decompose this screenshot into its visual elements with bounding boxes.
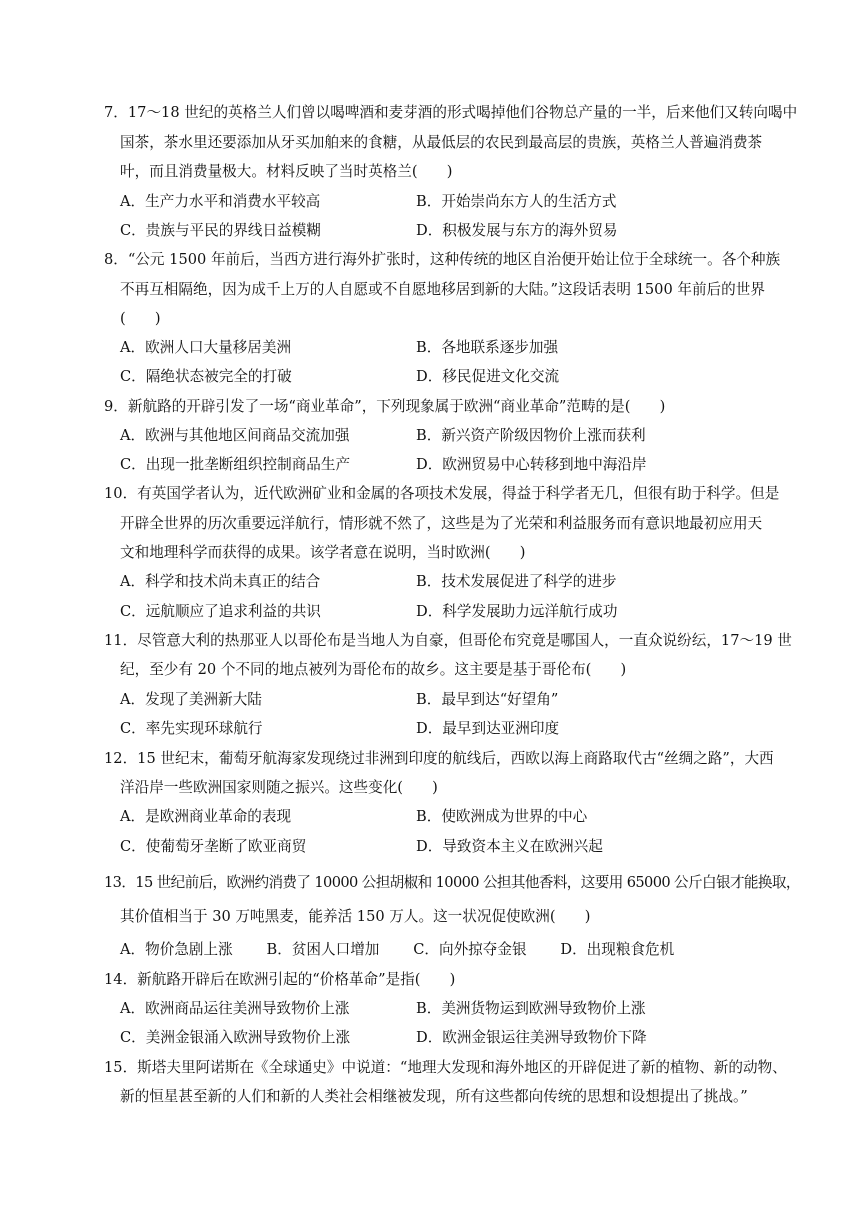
option-d: D．欧洲贸易中心转移到地中海沿岸	[416, 456, 647, 473]
question-stem-line: 新的恒星甚至新的人们和新的人类社会相继被发现，所有这些都向传统的思想和设想提出了挑战。”	[120, 1088, 748, 1105]
question-stem-line: 叶，而且消费量极大。材料反映了当时英格兰( )	[120, 163, 453, 180]
option-b: B．使欧洲成为世界的中心	[416, 808, 588, 825]
question-stem-line: 9．新航路的开辟引发了一场“商业革命”，下列现象属于欧洲“商业革命”范畴的是( )	[104, 398, 666, 415]
option-c: C．贵族与平民的界线日益模糊	[120, 222, 321, 239]
option-d: D．最早到达亚洲印度	[416, 720, 560, 737]
question-stem-line: 14．新航路开辟后在欧洲引起的“价格革命”是指( )	[104, 971, 456, 988]
option-b: B．新兴资产阶级因物价上涨而获利	[416, 427, 646, 444]
question-stem-line: 国茶，茶水里还要添加从牙买加舶来的食糖，从最低层的农民到最高层的贵族，英格兰人普遍消费茶	[120, 134, 763, 151]
option-b: B．美洲货物运到欧洲导致物价上涨	[416, 1000, 646, 1017]
question-stem-line: ( )	[120, 310, 161, 327]
option-a: A．是欧洲商业革命的表现	[120, 808, 292, 825]
option-d: D．欧洲金银运往美洲导致物价下降	[416, 1029, 647, 1046]
option-c: C．隔绝状态被完全的打破	[120, 368, 292, 385]
question-stem-line: 不再互相隔绝，因为成千上万的人自愿或不自愿地移居到新的大陆。”这段话表明 1500 年前后的世界	[120, 281, 765, 298]
option-d: D．积极发展与东方的海外贸易	[416, 222, 618, 239]
question-stem-line: 12．15 世纪末，葡萄牙航海家发现绕过非洲到印度的航线后，西欧以海上商路取代古“丝绸之路”，大西	[104, 750, 774, 767]
question-stem-line: 15．斯塔夫里阿诺斯在《全球通史》中说道：“地理大发现和海外地区的开辟促进了新的植物、新的动物、	[104, 1059, 787, 1076]
option-c: C．美洲金银涌入欧洲导致物价上涨	[120, 1029, 351, 1046]
options-inline: A．物价急剧上涨 B．贫困人口增加 C．向外掠夺金银 D．出现粮食危机	[120, 941, 675, 958]
option-c: C．出现一批垄断组织控制商品生产	[120, 456, 351, 473]
question-stem-line: 10．有英国学者认为，近代欧洲矿业和金属的各项技术发展，得益于科学者无几，但很有助于科学。但是	[104, 485, 780, 502]
option-a: A．发现了美洲新大陆	[120, 691, 262, 708]
option-b: B．各地联系逐步加强	[416, 339, 559, 356]
option-d: D．导致资本主义在欧洲兴起	[416, 838, 603, 855]
question-stem-line: 洋沿岸一些欧洲国家则随之振兴。这些变化( )	[120, 779, 438, 796]
question-stem-line: 13．15 世纪前后，欧洲约消费了 10000 公担胡椒和 10000 公担其他香料，这要用 65000 公斤白银才能换取，	[104, 874, 800, 891]
question-stem-line: 11．尽管意大利的热那亚人以哥伦布是当地人为自豪，但哥伦布究竟是哪国人，一直众说纷纭，17～19 世	[104, 632, 792, 649]
option-a: A．生产力水平和消费水平较高	[120, 193, 321, 210]
option-a: A．科学和技术尚未真正的结合	[120, 573, 321, 590]
question-stem-line: 7．17～18 世纪的英格兰人们曾以喝啤酒和麦芽酒的形式喝掉他们谷物总产量的一半，后来他们又转向喝中	[104, 104, 798, 121]
option-d: D．科学发展助力远洋航行成功	[416, 603, 618, 620]
question-stem-line: 其价值相当于 30 万吨黑麦，能养活 150 万人。这一状况促使欧洲( )	[120, 908, 591, 925]
option-a: A．欧洲人口大量移居美洲	[120, 339, 292, 356]
option-c: C．使葡萄牙垄断了欧亚商贸	[120, 838, 307, 855]
question-stem-line: 8．“公元 1500 年前后，当西方进行海外扩张时，这种传统的地区自治便开始让位于全球统一。各个种族	[104, 251, 781, 268]
question-stem-line: 纪，至少有 20 个不同的地点被列为哥伦布的故乡。这主要是基于哥伦布( )	[120, 661, 627, 678]
option-c: C．率先实现环球航行	[120, 720, 263, 737]
option-b: B．最早到达“好望角”	[416, 691, 559, 708]
option-b: B．技术发展促进了科学的进步	[416, 573, 617, 590]
option-d: D．移民促进文化交流	[416, 368, 560, 385]
question-stem-line: 文和地理科学而获得的成果。该学者意在说明，当时欧洲( )	[120, 544, 526, 561]
option-c: C．远航顺应了追求利益的共识	[120, 603, 321, 620]
option-a: A．欧洲与其他地区间商品交流加强	[120, 427, 350, 444]
option-a: A．欧洲商品运往美洲导致物价上涨	[120, 1000, 350, 1017]
option-b: B．开始崇尚东方人的生活方式	[416, 193, 617, 210]
question-stem-line: 开辟全世界的历次重要远洋航行，情形就不然了，这些是为了光荣和利益服务而有意识地最初应用天	[120, 515, 763, 532]
